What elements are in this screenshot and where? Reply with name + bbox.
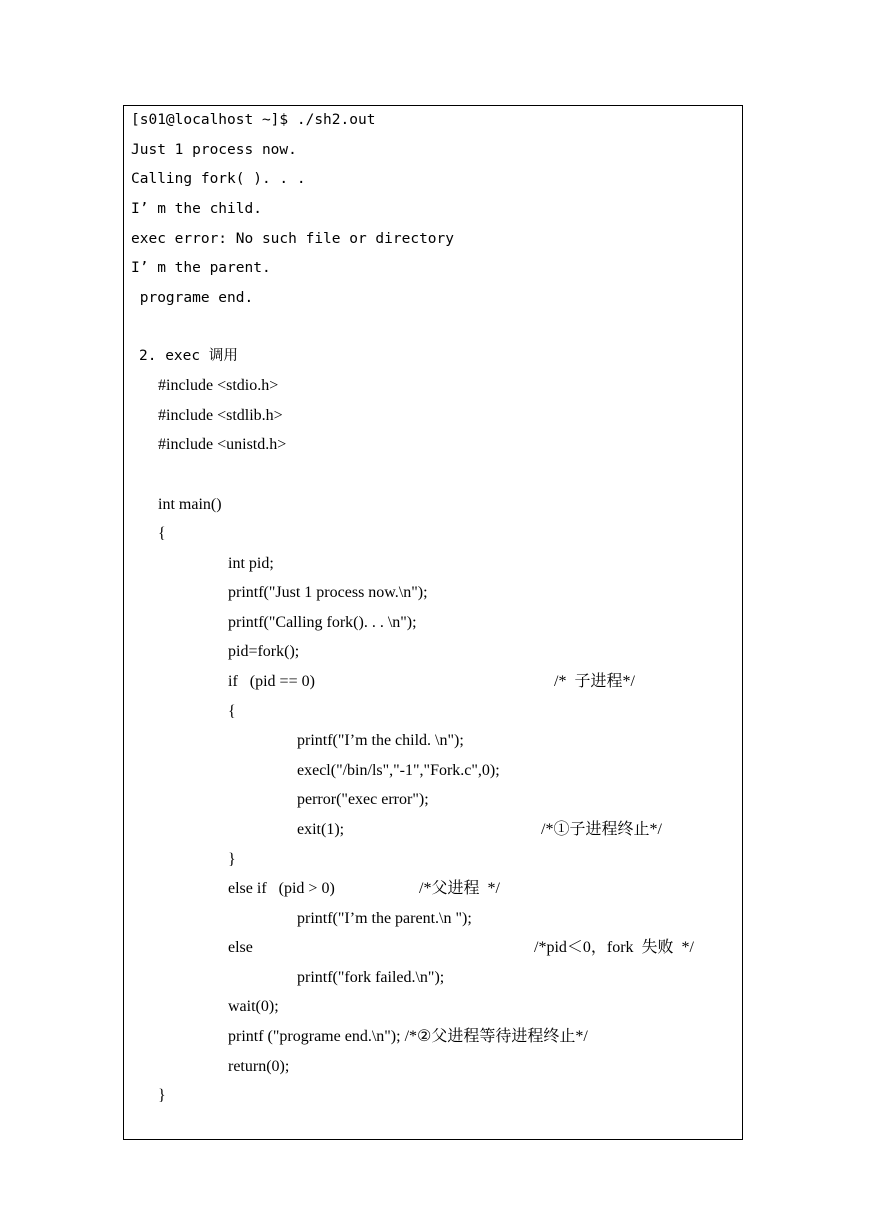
code-include-unistd: #include <unistd.h> <box>158 436 287 453</box>
terminal-line: I’ m the parent. <box>131 260 271 276</box>
code-line: { <box>228 703 236 720</box>
code-comment: /* 子进程*/ <box>554 673 635 690</box>
code-line: return(0); <box>228 1058 290 1075</box>
code-line: } <box>228 851 236 868</box>
code-comment: /*父进程 */ <box>419 880 500 897</box>
code-line: wait(0); <box>228 998 279 1015</box>
code-line: printf ("programe end.\n"); /*②父进程等待进程终止*/ <box>228 1028 588 1045</box>
code-line: int pid; <box>228 555 274 572</box>
code-open-brace: { <box>158 525 166 542</box>
section-title: 2. exec 调用 <box>139 348 238 364</box>
terminal-line: programe end. <box>131 290 254 306</box>
code-comment: /*pid＜0，fork 失败 */ <box>534 939 694 956</box>
code-line: printf("I’m the parent.\n "); <box>297 910 472 927</box>
code-line: exit(1); <box>297 821 345 838</box>
code-line: printf("Calling fork(). . . \n"); <box>228 614 417 631</box>
code-include-stdio: #include <stdio.h> <box>158 377 279 394</box>
terminal-line: Calling fork( ). . . <box>131 171 306 187</box>
code-close-brace: } <box>158 1087 166 1104</box>
code-line: if (pid == 0) <box>228 673 315 690</box>
code-line: pid=fork(); <box>228 643 300 660</box>
code-main-signature: int main() <box>158 496 222 513</box>
code-line: else if (pid > 0) <box>228 880 335 897</box>
code-comment: /*①子进程终止*/ <box>541 821 662 838</box>
terminal-line: I’ m the child. <box>131 201 262 217</box>
terminal-line: [s01@localhost ~]$ ./sh2.out <box>131 112 376 128</box>
code-include-stdlib: #include <stdlib.h> <box>158 407 283 424</box>
terminal-line: Just 1 process now. <box>131 142 297 158</box>
code-line: printf("Just 1 process now.\n"); <box>228 584 428 601</box>
code-line: printf("I’m the child. \n"); <box>297 732 464 749</box>
terminal-line: exec error: No such file or directory <box>131 231 455 247</box>
code-line: else <box>228 939 253 956</box>
code-line: execl("/bin/ls","-1","Fork.c",0); <box>297 762 500 779</box>
code-line: perror("exec error"); <box>297 791 429 808</box>
code-line: printf("fork failed.\n"); <box>297 969 445 986</box>
